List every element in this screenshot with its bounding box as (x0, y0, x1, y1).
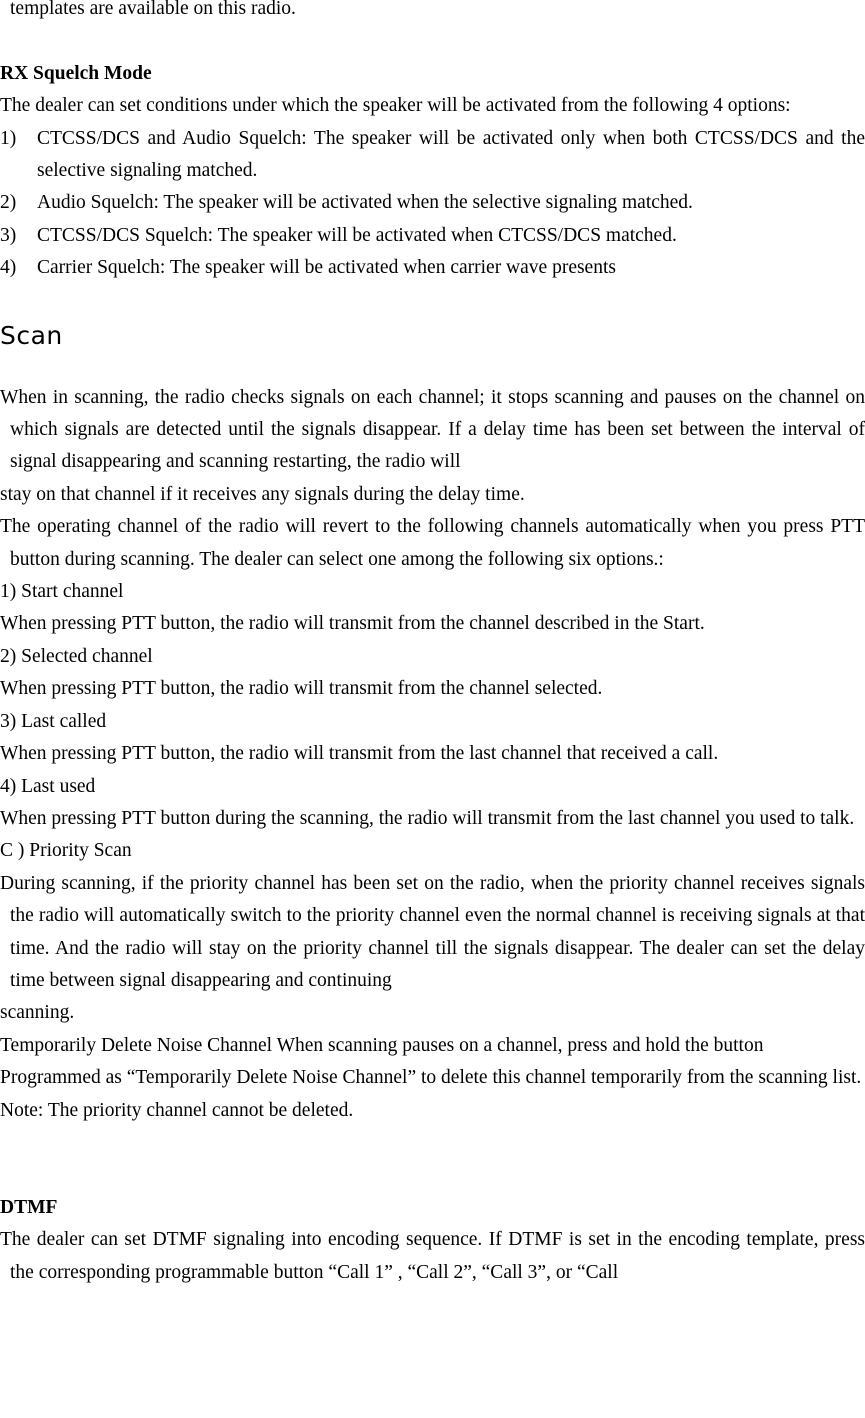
rx-squelch-heading: RX Squelch Mode (0, 62, 152, 84)
priority-scan-paragraph: During scanning, if the priority channel has been set on the radio, when the priority channel receives signals the radio will automatically switch to the priority channel even the normal channel is receiving signals at that time. And the radio will stay on the priority channel till the signals disappear. The dealer can set the delay time between signal disappearing and continuing (0, 872, 865, 991)
spacer (0, 1127, 865, 1159)
scan-option-desc-3: When pressing PTT button, the radio will transmit from the last channel that received a call. (0, 743, 719, 765)
scan-option-label-4: 4) Last used (0, 775, 96, 797)
spacer (0, 25, 865, 57)
scan-paragraph-1: When in scanning, the radio checks signals on each channel; it stops scanning and pauses on the channel on which signals are detected until the signals disappear. If a delay time has been set between the interval of signal disappearing and scanning restarting, the radio will (0, 386, 865, 473)
scan-option-label-3: 3) Last called (0, 710, 107, 732)
scan-note: Note: The priority channel cannot be deleted. (0, 1099, 354, 1121)
temp-delete-line-2: Programmed as “Temporarily Delete Noise Channel” to delete this channel temporarily from the scanning list. (0, 1067, 862, 1089)
priority-scan-label: C ) Priority Scan (0, 840, 132, 862)
list-number: 4) (0, 257, 17, 279)
list-text: Carrier Squelch: The speaker will be activated when carrier wave presents (37, 257, 616, 279)
list-text: CTCSS/DCS and Audio Squelch: The speaker will be activated only when both CTCSS/DCS and the selective signaling matched. (37, 127, 865, 182)
scan-paragraph-2: The operating channel of the radio will revert to the following channels automatically when you press PTT button during scanning. The dealer can select one among the following six options.: (0, 516, 865, 570)
rx-squelch-option-1 (0, 123, 865, 188)
scan-option-label-1: 1) Start channel (0, 581, 124, 603)
rx-squelch-option-3 (0, 220, 865, 252)
scan-option-label-2: 2) Selected channel (0, 645, 153, 667)
dtmf-heading: DTMF (0, 1196, 58, 1218)
spacer (0, 1159, 865, 1191)
list-number: 3) (0, 224, 17, 246)
scan-option-desc-2: When pressing PTT button, the radio will transmit from the channel selected. (0, 678, 603, 700)
scan-paragraph-1-continued: stay on that channel if it receives any signals during the delay time. (0, 483, 525, 505)
scan-option-desc-4: When pressing PTT button during the scanning, the radio will transmit from the last channel you used to talk. (0, 807, 855, 829)
list-text: CTCSS/DCS Squelch: The speaker will be activated when CTCSS/DCS matched. (37, 224, 677, 246)
list-text: Audio Squelch: The speaker will be activated when the selective signaling matched. (37, 192, 693, 214)
list-number: 2) (0, 192, 17, 214)
scan-section-title: Scan (0, 320, 63, 350)
temp-delete-line-1: Temporarily Delete Noise Channel When scanning pauses on a channel, press and hold the button (0, 1034, 764, 1056)
rx-squelch-option-2 (0, 187, 865, 219)
intro-tail-text: templates are available on this radio. (10, 0, 296, 19)
rx-squelch-option-4 (0, 252, 865, 284)
scan-option-desc-1: When pressing PTT button, the radio will transmit from the channel described in the Start. (0, 613, 705, 635)
dtmf-paragraph-1: The dealer can set DTMF signaling into encoding sequence. If DTMF is set in the encoding template, press the corresponding programmable button “Call 1” , “Call 2”, “Call 3”, or “Call (0, 1229, 865, 1283)
rx-squelch-intro: The dealer can set conditions under which the speaker will be activated from the following 4 options: (0, 95, 791, 117)
priority-scan-continued: scanning. (0, 1002, 75, 1024)
list-number: 1) (0, 127, 17, 149)
